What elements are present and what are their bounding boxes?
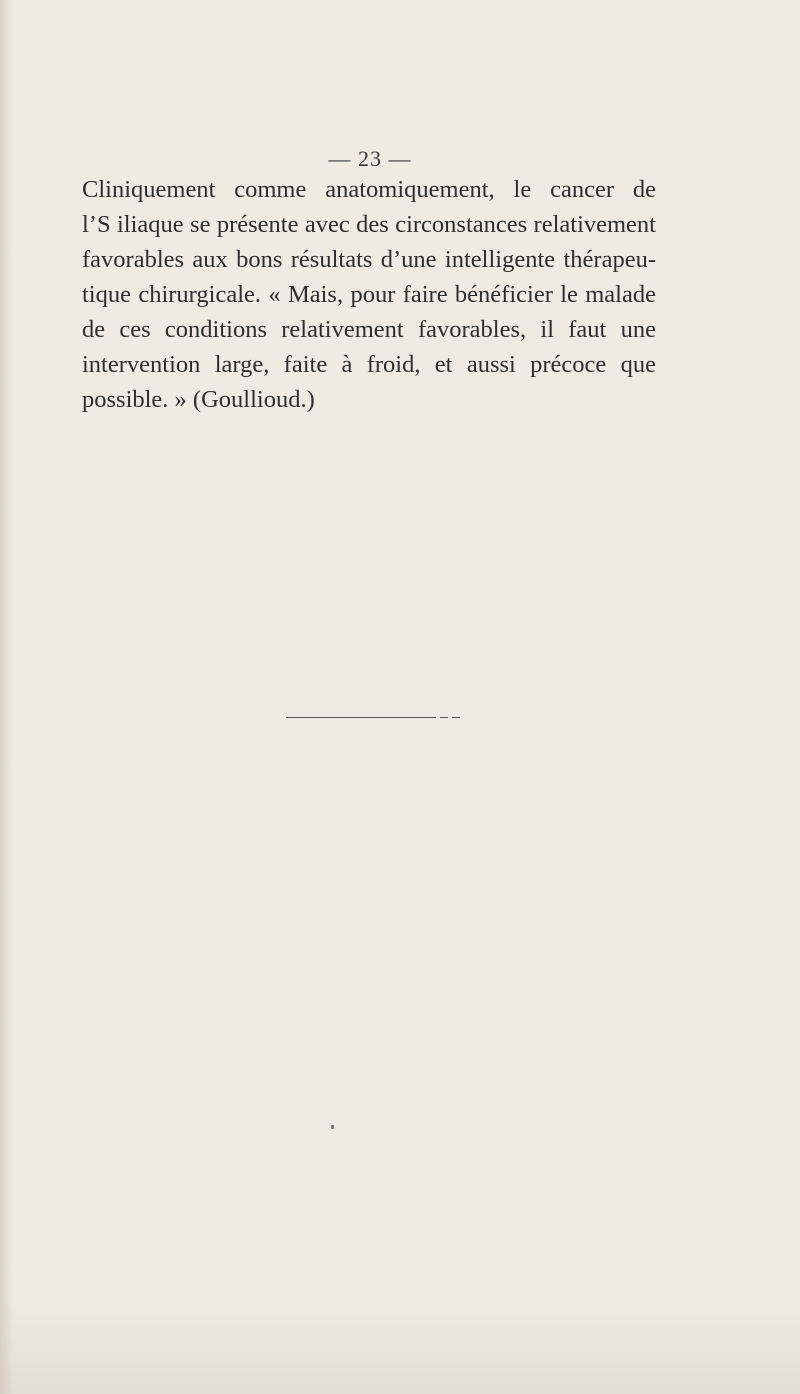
section-divider bbox=[286, 717, 436, 718]
text-line: de ces conditions relativement favorables, il faut une bbox=[82, 316, 656, 343]
text-line: tique chirurgicale. « Mais, pour faire bénéficier le malade bbox=[82, 281, 656, 308]
text-line: intervention large, faite à froid, et aussi précoce que bbox=[82, 351, 656, 378]
text-line: l’S iliaque se présente avec des circonstances relativement bbox=[82, 211, 656, 238]
divider-dash bbox=[452, 717, 460, 718]
text-line: favorables aux bons résultats d’une intelligente thérapeu- bbox=[82, 246, 656, 273]
divider-dash bbox=[440, 717, 448, 718]
body-paragraph bbox=[82, 172, 656, 417]
page-number: — 23 — bbox=[328, 146, 412, 171]
text-line: Cliniquement comme anatomiquement, le cancer de bbox=[82, 176, 656, 203]
text-line: possible. » (Goullioud.) bbox=[82, 386, 315, 413]
ink-speck bbox=[331, 1125, 334, 1129]
